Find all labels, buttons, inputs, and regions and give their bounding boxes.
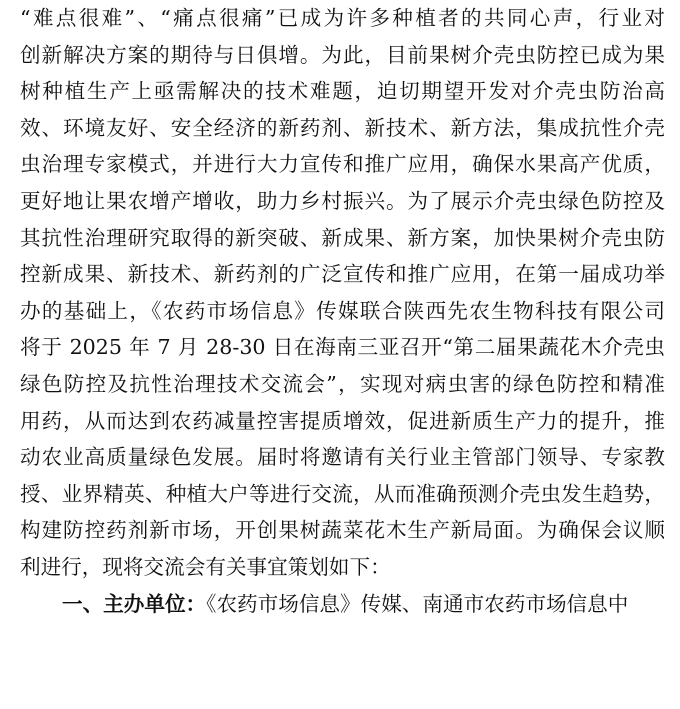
paragraph-line-15: 构建防控药剂新市场，开创果树蔬菜花木生产新局面。为确保会议顺 (20, 518, 665, 543)
section-heading-organizer (20, 586, 665, 623)
paragraph-line-16: 利进行，现将交流会有关事宜策划如下： (20, 554, 391, 579)
paragraph-line-7: 其抗性治理研究取得的新突破、新成果、新方案，加快果树介壳虫防 (20, 225, 665, 250)
paragraph-line-13: 动农业高质量绿色发展。届时将邀请有关行业主管部门领导、专家教 (20, 445, 665, 470)
paragraph-line-6: 更好地让果农增产增收，助力乡村振兴。为了展示介壳虫绿色防控及 (20, 188, 665, 213)
section-heading-label: 一、主办单位： (62, 591, 207, 616)
paragraph-line-3: 树种植生产上亟需解决的技术难题，迫切期望开发对介壳虫防治高 (20, 79, 665, 104)
paragraph-line-5: 虫治理专家模式，并进行大力宣传和推广应用，确保水果高产优质， (20, 152, 665, 177)
paragraph-line-1: “难点很难”、“痛点很痛”已成为许多种植者的共同心声，行业对 (20, 6, 665, 30)
paragraph-line-14: 授、业界精英、种植大户等进行交流，从而准确预测介壳虫发生趋势， (20, 481, 665, 506)
paragraph-line-8: 控新成果、新技术、新药剂的广泛宣传和推广应用，在第一届成功举 (20, 262, 665, 287)
paragraph-line-10: 将于 2025 年 7 月 28-30 日在海南三亚召开“第二届果蔬花木介壳虫 (20, 335, 665, 360)
paragraph-line-2: 创新解决方案的期待与日俱增。为此，目前果树介壳虫防控已成为果 (20, 42, 665, 67)
paragraph-line-9: 办的基础上，《农药市场信息》传媒联合陕西先农生物科技有限公司 (20, 298, 665, 323)
section-heading-text: 《农药市场信息》传媒、南通市农药市场信息中 (206, 591, 629, 616)
document-body (20, 0, 665, 622)
paragraph-line-12: 用药，从而达到农药减量控害提质增效，促进新质生产力的提升，推 (20, 408, 665, 433)
paragraph-line-4: 效、环境友好、安全经济的新药剂、新技术、新方法，集成抗性介壳 (20, 115, 665, 140)
paragraph-line-11: 绿色防控及抗性治理技术交流会”，实现对病虫害的绿色防控和精准 (20, 371, 665, 396)
